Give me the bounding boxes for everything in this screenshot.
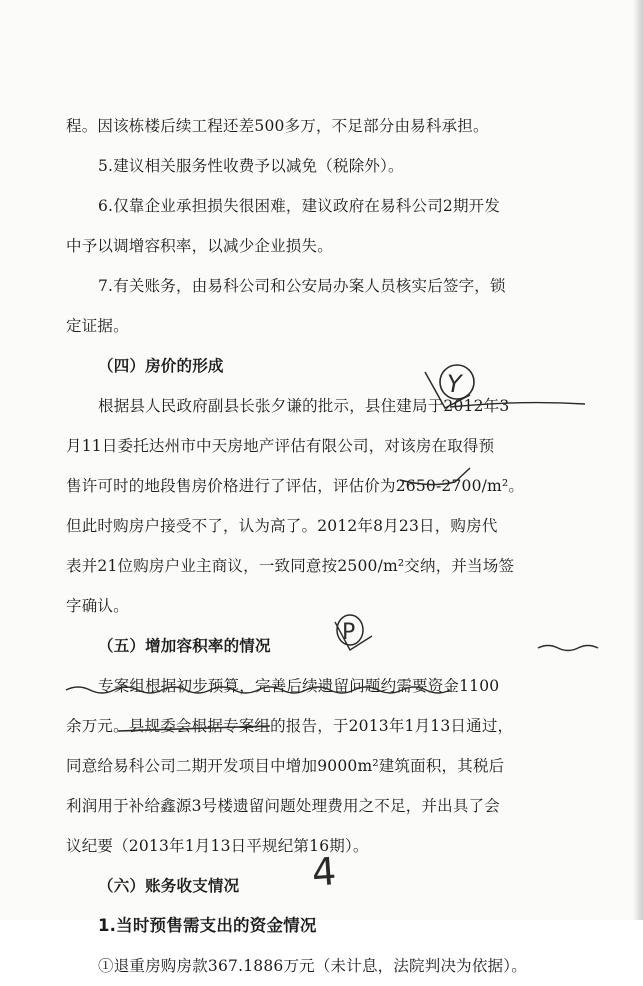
circle-mark-2: P — [342, 620, 356, 645]
scan-shadow-edge — [633, 0, 643, 920]
body-line-12: 表并21位购房户业主商议，一致同意按2500/m²交纳，并当场签 — [66, 557, 515, 575]
body-line-9: 月11日委托达州市中天房地产评估有限公司，对该房在取得预 — [66, 437, 495, 455]
circle-mark-1: Y — [447, 370, 462, 398]
page-number: 4 — [310, 849, 338, 895]
body-line-4: 中予以调增容积率，以减少企业损失。 — [66, 237, 333, 255]
body-line-2: 5.建议相关服务性收费予以减免（税除外）。 — [98, 157, 404, 175]
body-line-1: 程。因该栋楼后续工程还差500多万，不足部分由易科承担。 — [66, 117, 489, 135]
body-line-16: 余万元。县规委会根据专案组的报告，于2013年1月13日通过， — [66, 717, 514, 735]
body-line-8: 根据县人民政府副县长张夕谦的批示，县住建局于2012年3 — [98, 397, 510, 415]
body-line-13: 字确认。 — [66, 597, 129, 615]
body-line-18: 利润用于补给鑫源3号楼遗留问题处理费用之不足，并出具了会 — [66, 797, 500, 815]
body-line-5: 7.有关账务，由易科公司和公安局办案人员核实后签字，锁 — [98, 277, 506, 295]
section-heading-5: （五）增加容积率的情况 — [98, 637, 271, 655]
section-heading-4: （四）房价的形成 — [98, 357, 224, 375]
body-line-6: 定证据。 — [66, 317, 129, 335]
subsection-heading-1: 1.当时预售需支出的资金情况 — [98, 916, 317, 935]
body-line-15: 专案组根据初步预算，完善后续遗留问题约需要资金1100 — [98, 677, 500, 695]
body-line-19: 议纪要（2013年1月13日平规纪第16期）。 — [66, 837, 369, 855]
body-line-22: ①退重房购房款367.1886万元（未计息，法院判决为依据）。 — [98, 957, 527, 975]
section-heading-6: （六）账务收支情况 — [98, 877, 240, 895]
body-line-17: 同意给易科公司二期开发项目中增加9000m²建筑面积，其税后 — [66, 757, 505, 775]
body-line-11: 但此时购房户接受不了，认为高了。2012年8月23日，购房代 — [66, 517, 498, 535]
body-line-3: 6.仅靠企业承担损失很困难，建议政府在易科公司2期开发 — [98, 197, 501, 215]
body-line-10: 售许可时的地段售房价格进行了评估，评估价为2650-2700/m²。 — [66, 477, 525, 495]
